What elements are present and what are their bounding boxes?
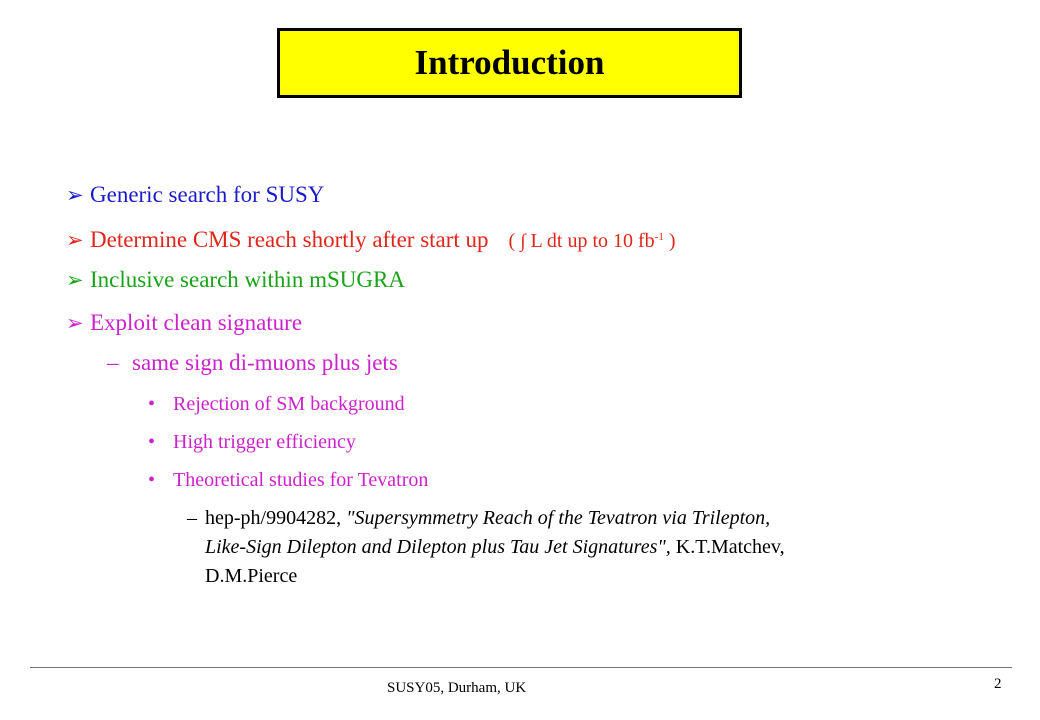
sub-sub-bullet-text: Rejection of SM background <box>173 393 405 415</box>
footer-divider <box>30 667 1012 668</box>
reference-line-3 <box>205 562 785 591</box>
bullet-text: Determine CMS reach shortly after start up <box>90 227 489 252</box>
sub-sub-bullet-3 <box>148 469 428 492</box>
sub-sub-bullet-text: High trigger efficiency <box>173 431 356 453</box>
bullet-text: Generic search for SUSY <box>90 182 325 207</box>
bullet-cms-reach <box>66 227 676 253</box>
sub-sub-bullet-2 <box>148 431 356 454</box>
luminosity-note: ( ∫ L dt up to 10 $fb^{-1}$ ) <box>508 230 676 252</box>
reference-line-1 <box>205 504 785 533</box>
dash-marker: – <box>187 507 197 529</box>
dot-marker: • <box>148 469 156 491</box>
reference-line-2 <box>205 533 785 562</box>
sub-sub-bullet-text: Theoretical studies for Tevatron <box>173 469 429 491</box>
superscript: -1 <box>654 231 664 243</box>
bullet-text: Inclusive search within mSUGRA <box>90 267 405 292</box>
arrow-bullet-icon: ➢ <box>66 183 84 207</box>
authors-part2: D.M.Pierce <box>205 565 298 587</box>
arrow-bullet-icon: ➢ <box>66 311 84 335</box>
dot-marker: • <box>148 431 156 453</box>
paper-title-part1: "Supersymmetry Reach of the Tevatron via Trilepton, <box>346 507 771 529</box>
arrow-bullet-icon: ➢ <box>66 268 84 292</box>
arxiv-id: hep-ph/9904282, <box>205 507 347 529</box>
bullet-clean-signature <box>66 310 302 336</box>
footer-text: SUSY05, Durham, UK <box>387 680 527 696</box>
authors-part1: K.T.Matchev, <box>670 536 785 558</box>
slide-title: Introduction <box>414 43 605 82</box>
dot-marker: • <box>148 393 156 415</box>
bullet-generic-search <box>66 182 324 208</box>
reference-citation <box>187 504 785 591</box>
arrow-bullet-icon: ➢ <box>66 228 84 252</box>
page-number: 2 <box>994 676 1002 692</box>
paper-title-part2: Like-Sign Dilepton and Dilepton plus Tau Jet Signatures", <box>205 536 671 558</box>
bullet-inclusive-search <box>66 267 405 293</box>
sub-sub-bullet-1 <box>148 393 405 416</box>
slide-title-box <box>277 28 742 98</box>
integral-symbol: ∫ <box>520 231 526 252</box>
sub-bullet-text: same sign di-muons plus jets <box>132 350 398 375</box>
dash-marker: – <box>107 350 119 375</box>
bullet-text: Exploit clean signature <box>90 310 303 335</box>
sub-bullet-dimuons <box>107 350 398 376</box>
